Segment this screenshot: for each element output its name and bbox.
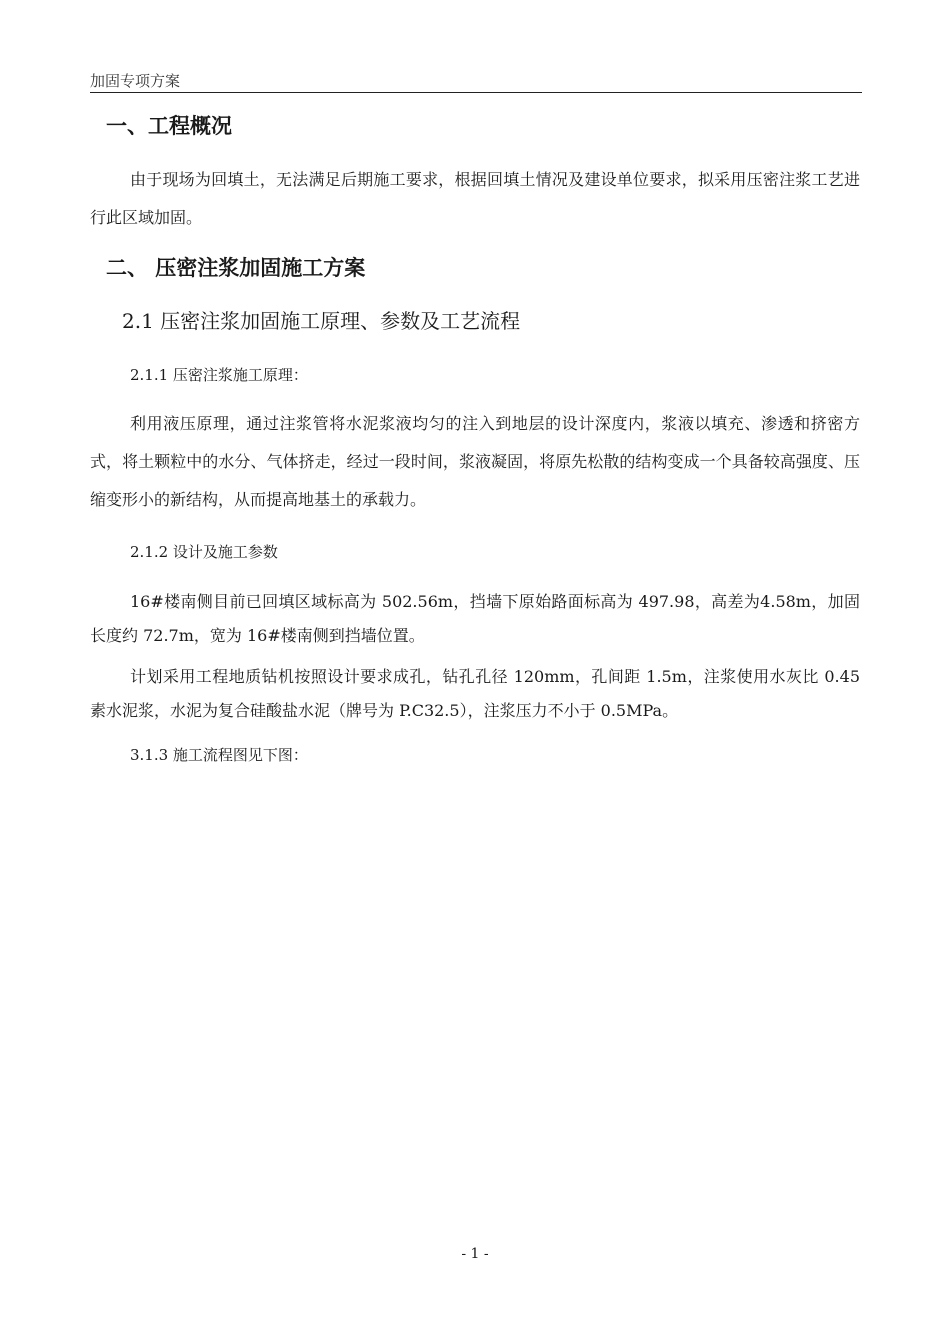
section-2-1-2-title: 2.1.2 设计及施工参数 [130,543,278,561]
section-2-1-2-paragraph-2: 计划采用工程地质钻机按照设计要求成孔，钻孔孔径 120mm，孔间距 1.5m，注浆使用水灰比 0.45 素水泥浆，水泥为复合硅酸盐水泥（牌号为 P.C32.5），注浆压力不小于 0.5MPa。 [90,667,860,720]
section-2-1-2-paragraph-1: 16#楼南侧目前已回填区域标高为 502.56m，挡墙下原始路面标高为 497.98，高差为4.58m，加固长度约 72.7m，宽为 16#楼南侧到挡墙位置。 [90,592,860,645]
section-2-1-title: 2.1 压密注浆加固施工原理、参数及工艺流程 [122,309,521,333]
section-2-1-1-title: 2.1.1 压密注浆施工原理： [130,366,308,384]
section-2-1-1-paragraph: 利用液压原理，通过注浆管将水泥浆液均匀的注入到地层的设计深度内，浆液以填充、渗透和挤密方式，将土颗粒中的水分、气体挤走，经过一段时间，浆液凝固，将原先松散的结构变成一个具备较高强度、压缩变形小的新结构，从而提高地基土的承载力。 [90,414,860,509]
section-3-1-3-title: 3.1.3 施工流程图见下图： [130,746,308,764]
section-1-title: 一、工程概况 [106,114,232,138]
section-1-paragraph: 由于现场为回填土，无法满足后期施工要求，根据回填土情况及建设单位要求，拟采用压密注浆工艺进行此区域加固。 [90,170,860,227]
page-number: - 1 - [461,1246,489,1262]
header-title: 加固专项方案 [90,72,181,90]
page-header [90,68,862,93]
section-2-title: 二、 压密注浆加固施工方案 [106,256,366,280]
